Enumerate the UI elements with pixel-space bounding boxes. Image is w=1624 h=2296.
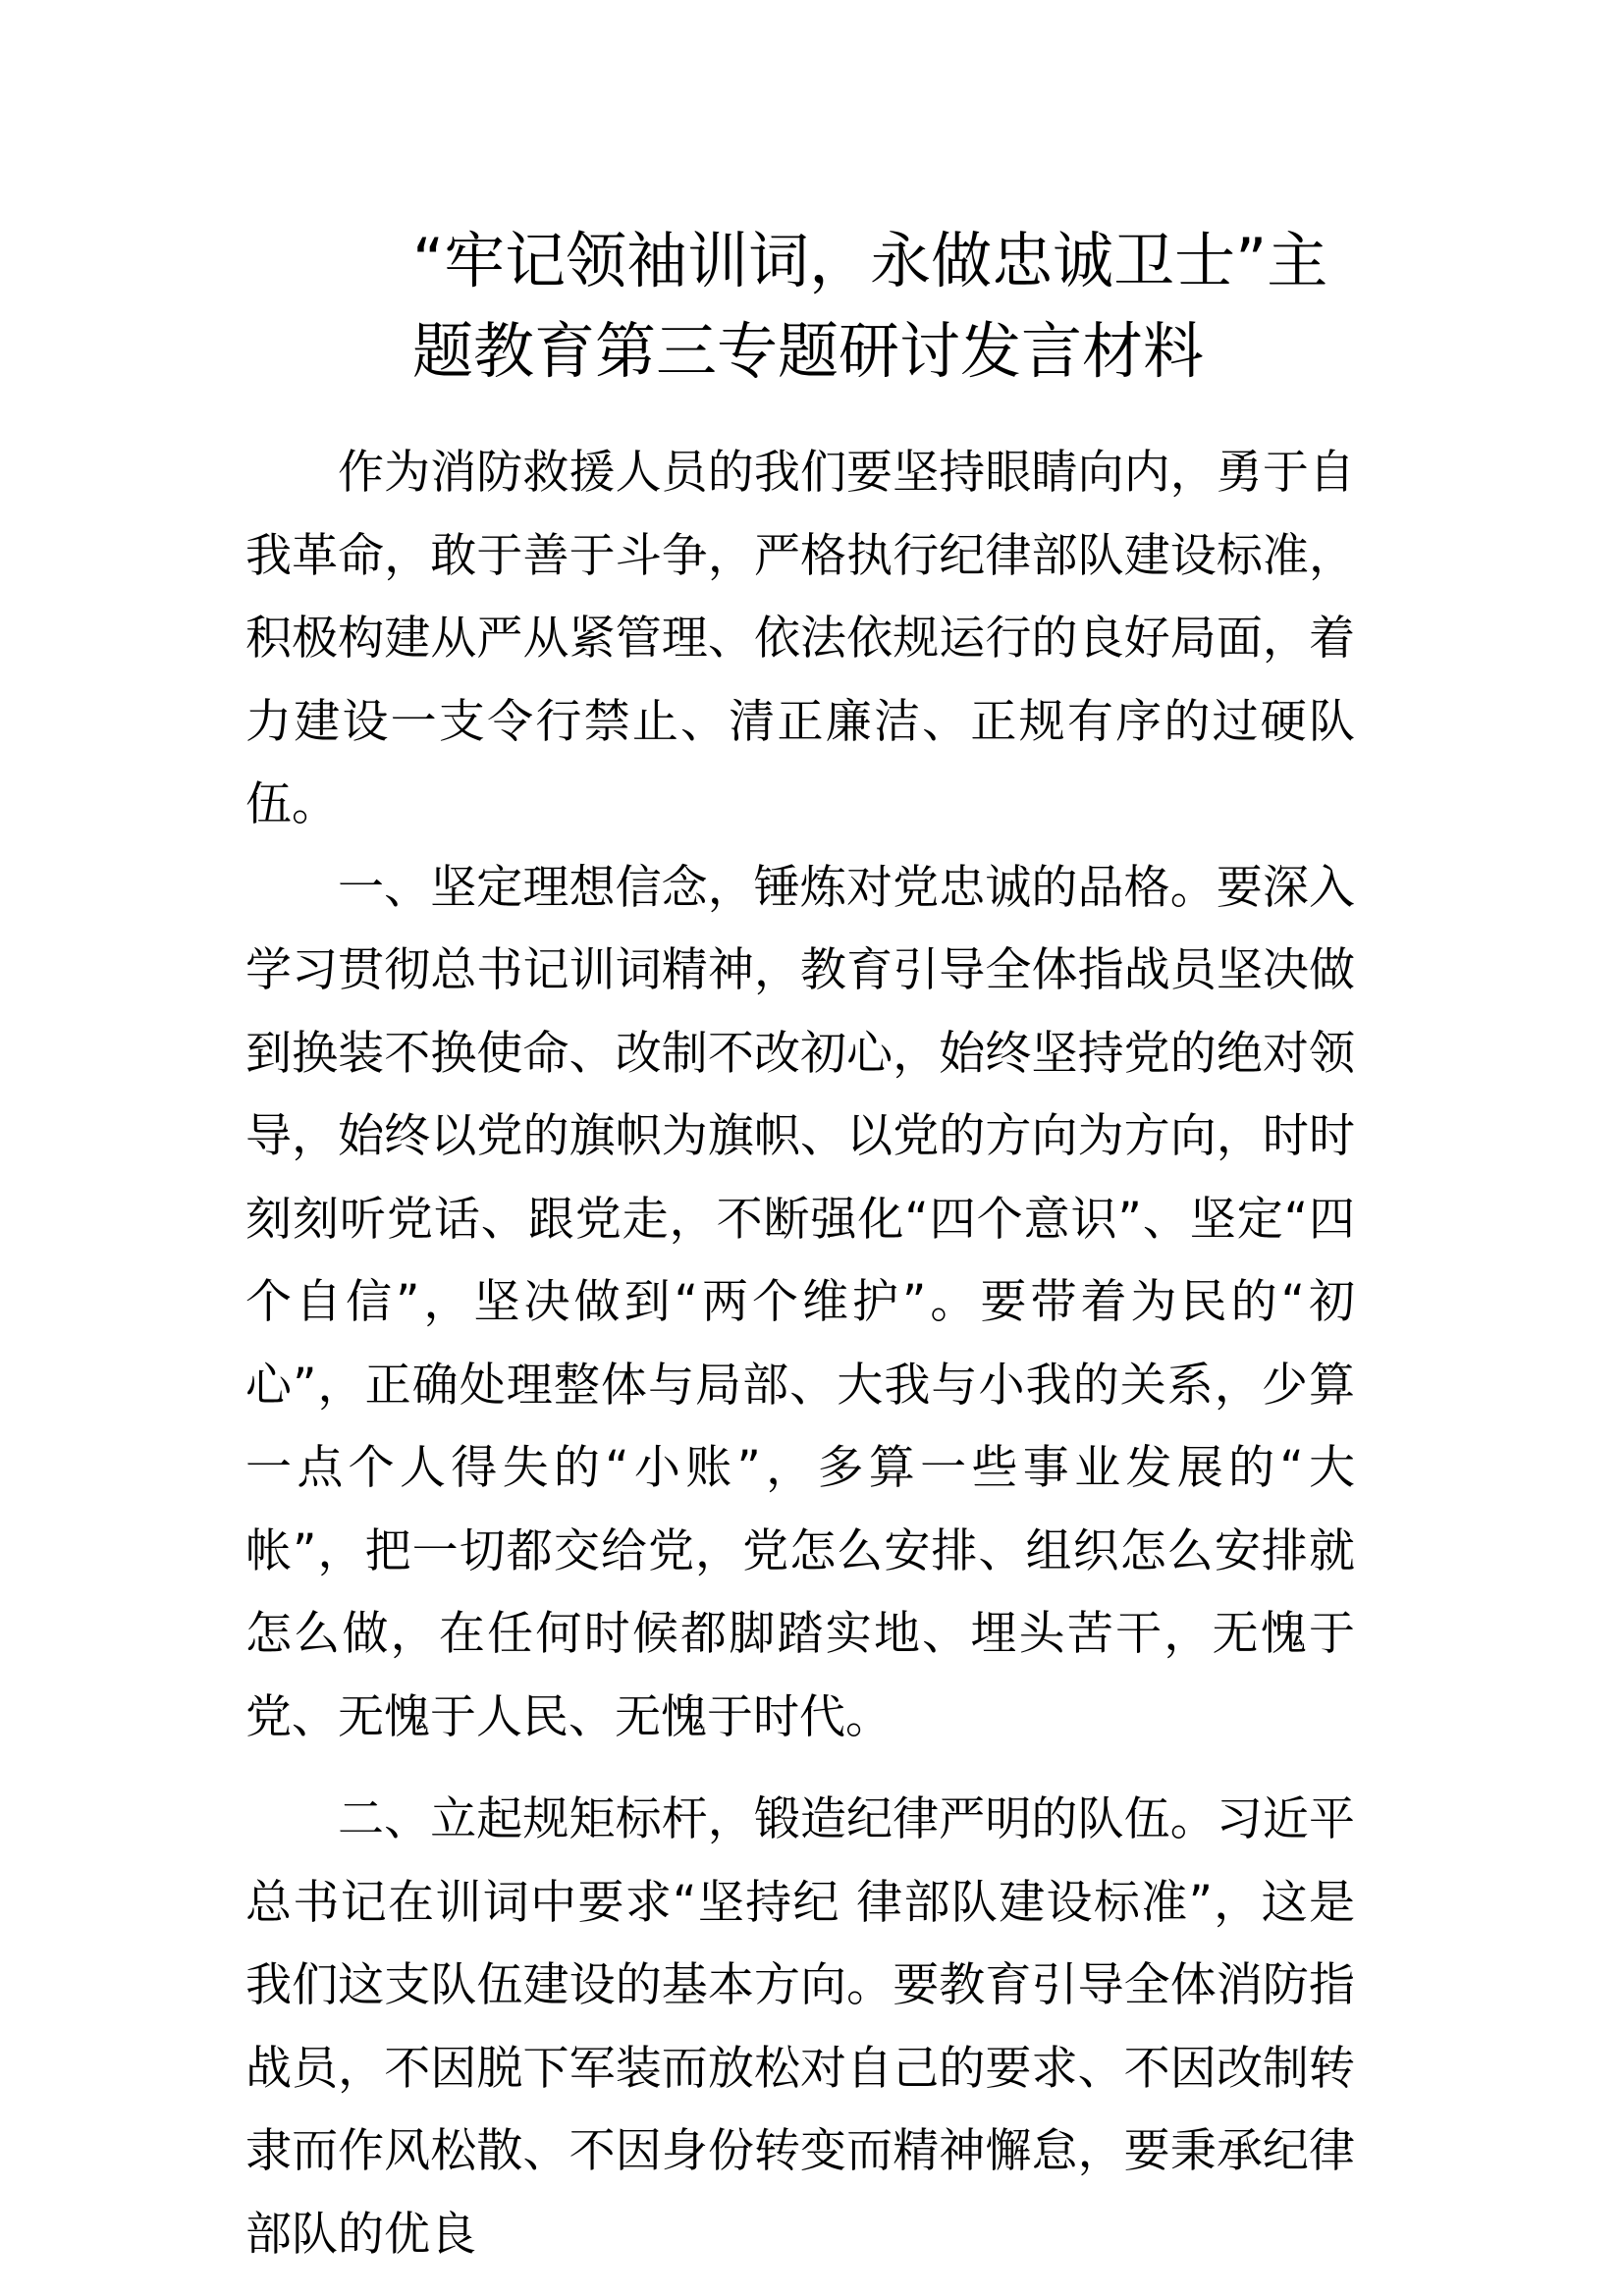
document-body (245, 432, 1355, 2276)
section-one-paragraph: 一、坚定理想信念，锤炼对党忠诚的品格。要深入学习贯彻总书记训词精神，教育引导全体指战员坚决做到换装不换使命、改制不改初心，始终坚持党的绝对领导，始终以党的旗帜为旗帜、以党的方向为方向，时时刻刻听党话、跟党走，不断强化“四个意识”、坚定“四个自信”，坚决做到“两个维护”。要带着为民的“初心”，正确处理整体与局部、大我与小我的关系，少算一点个人得失的“小账”，多算一些事业发展的“大帐”，把一切都交给党，党怎么安排、组织怎么安排就怎么做，在任何时候都脚踏实地、埋头苦干，无愧于党、无愧于人民、无愧于时代。 (245, 860, 1355, 1744)
intro-paragraph: 作为消防救援人员的我们要坚持眼睛向内，勇于自我革命，敢于善于斗争，严格执行纪律部队建设标准，积极构建从严从紧管理、依法依规运行的良好局面，着力建设一支令行禁止、清正廉洁、正规有序的过硬队伍。 (245, 446, 1355, 831)
document-title: “牢记领袖训词，永做忠诚卫士”主题教育第三专题研讨发言材料 (412, 225, 1328, 387)
section-two-paragraph: 二、立起规矩标杆，锻造纪律严明的队伍。习近平总书记在训词中要求“坚持纪 律部队建设标准”，这是我们这支队伍建设的基本方向。要教育引导全体消防指战员，不因脱下军装而放松对自己的要求、不因改制转隶而作风松散、不因身份转变而精神懈怠，要秉承纪律部队的优良 (245, 1792, 1355, 2262)
